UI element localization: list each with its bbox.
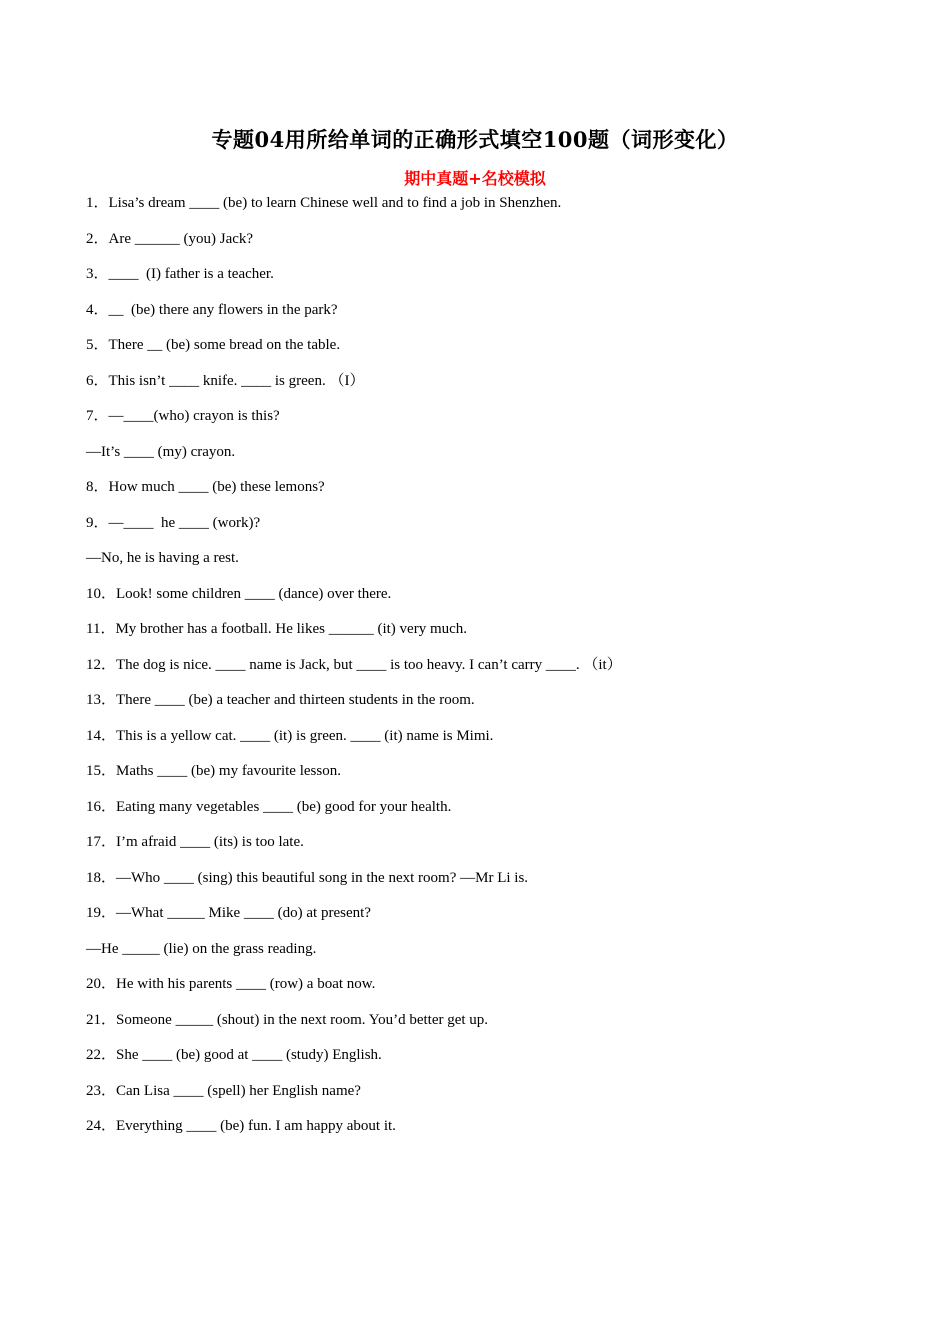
page-subtitle: 期中真题+名校模拟 [404, 169, 546, 188]
question-line: 17．I’m afraid ____ (its) is too late. [86, 834, 304, 850]
question-line: 3．____ (I) father is a teacher. [86, 266, 274, 282]
question-line: 19．—What _____ Mike ____ (do) at present? [86, 905, 371, 921]
question-line: 4．__ (be) there any flowers in the park? [86, 301, 338, 318]
question-line: 10．Look! some children ____ (dance) over there. [86, 585, 392, 602]
question-line: 20．He with his parents ____ (row) a boat now. [86, 976, 376, 992]
question-line: 22．She ____ (be) good at ____ (study) English. [86, 1047, 382, 1063]
question-line: 8．How much ____ (be) these lemons? [86, 479, 325, 495]
question-line: 15．Maths ____ (be) my favourite lesson. [86, 763, 341, 779]
question-line: 12．The dog is nice. ____ name is Jack, but ____ is too heavy. I can’t carry ____. （it） [86, 656, 622, 673]
question-line: 14．This is a yellow cat. ____ (it) is green. ____ (it) name is Mimi. [86, 727, 494, 744]
question-line: 2．Are ______ (you) Jack? [86, 230, 254, 247]
question-line: 6．This isn’t ____ knife. ____ is green. （I） [86, 372, 365, 389]
question-line: 21．Someone _____ (shout) in the next room. You’d better get up. [86, 1011, 489, 1028]
question-line: 7．—____(who) crayon is this? [86, 408, 280, 424]
question-line: 1．Lisa’s dream ____ (be) to learn Chinese well and to find a job in Shenzhen. [86, 195, 562, 211]
question-line: 16．Eating many vegetables ____ (be) good for your health. [86, 798, 452, 815]
page-title: 专题04用所给单词的正确形式填空100题（词形变化） [211, 127, 739, 152]
answer-line: —No, he is having a rest. [86, 550, 239, 566]
question-line: 23．Can Lisa ____ (spell) her English name? [86, 1082, 361, 1099]
question-line: 18．—Who ____ (sing) this beautiful song in the next room? —Mr Li is. [86, 869, 529, 886]
answer-line: —It’s ____ (my) crayon. [86, 443, 236, 460]
question-line: 9．—____ he ____ (work)? [86, 514, 261, 531]
question-line: 24．Everything ____ (be) fun. I am happy about it. [86, 1118, 396, 1134]
question-line: 11．My brother has a football. He likes ______ (it) very much. [86, 621, 468, 637]
answer-line: —He _____ (lie) on the grass reading. [86, 940, 317, 957]
question-line: 13．There ____ (be) a teacher and thirteen students in the room. [86, 692, 475, 708]
question-list [86, 192, 886, 1151]
question-line: 5．There __ (be) some bread on the table. [86, 337, 341, 353]
